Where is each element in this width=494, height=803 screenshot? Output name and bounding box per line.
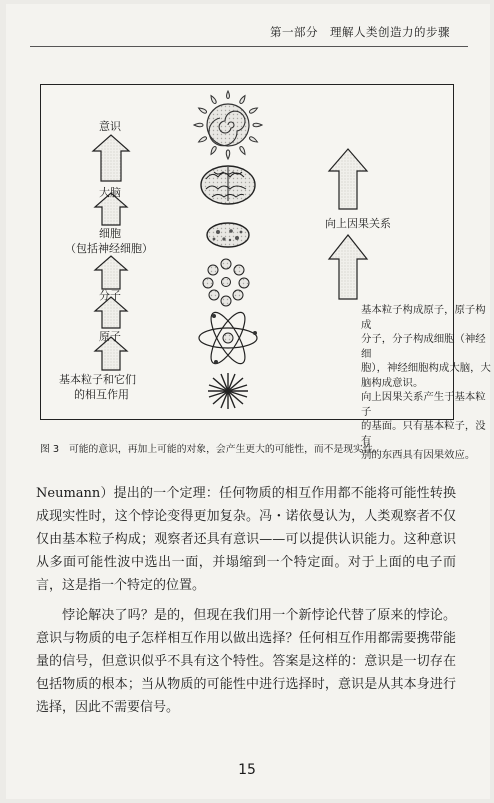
label-upward-causation: 向上因果关系 xyxy=(325,217,391,230)
note-line: 脑构成意识。 xyxy=(361,376,424,389)
label-particles-2: 的相互作用 xyxy=(74,388,129,401)
cell-icon xyxy=(207,223,249,247)
header-rule xyxy=(30,46,468,47)
paragraph-2: 悖论解决了吗？是的，但现在我们用一个新悖论代替了原来的悖论。意识与物质的电子怎样相互作用以做出选择？任何相互作用都需要携带能量的信号，但意识似乎不具有这个特性。答案是这样的：意识是一切存在包括物质的根本；当从物质的可能性中进行选择时，意识是从其本身进行选择，因此不需要信号。 xyxy=(36,608,456,715)
left-arrow-1 xyxy=(93,135,129,181)
figure-note xyxy=(361,303,493,463)
running-header: 第一部分 理解人类创造力的步骤 xyxy=(270,25,450,39)
figure-caption: 图 3 可能的意识，再加上可能的对象，会产生更大的可能性，而不是现实性。 xyxy=(40,444,383,455)
note-line: 胞），神经细胞构成大脑，大 xyxy=(361,362,491,374)
page-number: 15 xyxy=(238,762,256,778)
note-line: 别的东西具有因果效应。 xyxy=(361,449,476,461)
label-cell-note: （包括神经细胞） xyxy=(65,242,153,255)
molecule-icon xyxy=(203,259,249,306)
label-particles: 基本粒子和它们 xyxy=(59,373,136,386)
note-line: 的基面。只有基本粒子，没有 xyxy=(361,420,486,447)
right-arrow-lower xyxy=(329,235,367,299)
right-arrow-upper xyxy=(329,149,367,209)
brain-icon xyxy=(201,166,255,204)
label-brain: 大脑 xyxy=(99,186,121,199)
label-cell: 细胞 xyxy=(99,227,121,240)
label-consciousness: 意识 xyxy=(99,120,121,133)
label-molecule: 分子 xyxy=(99,289,121,302)
particle-burst-icon xyxy=(208,373,248,409)
atom-icon xyxy=(199,308,257,368)
paragraph-1: Neumann）提出的一个定理：任何物质的相互作用都不能将可能性转换成现实性时，这个悖论变得更加复杂。冯・诺依曼认为，人类观察者不仅仅由基本粒子构成；观察者还具有意识——可以提供认识能力。这种意识从多面可能性波中选出一面，并塌缩到一个特定面。对于上面的电子而言，这是指一个特定的位置。 xyxy=(36,486,456,593)
note-line: 向上因果关系产生于基本粒子 xyxy=(361,391,486,418)
label-atom: 原子 xyxy=(99,330,121,343)
note-line: 基本粒子构成原子，原子构成 xyxy=(361,304,486,331)
note-line: 分子，分子构成细胞（神经细 xyxy=(361,333,486,360)
left-arrow-3 xyxy=(95,256,127,289)
sun-icon xyxy=(194,91,262,159)
